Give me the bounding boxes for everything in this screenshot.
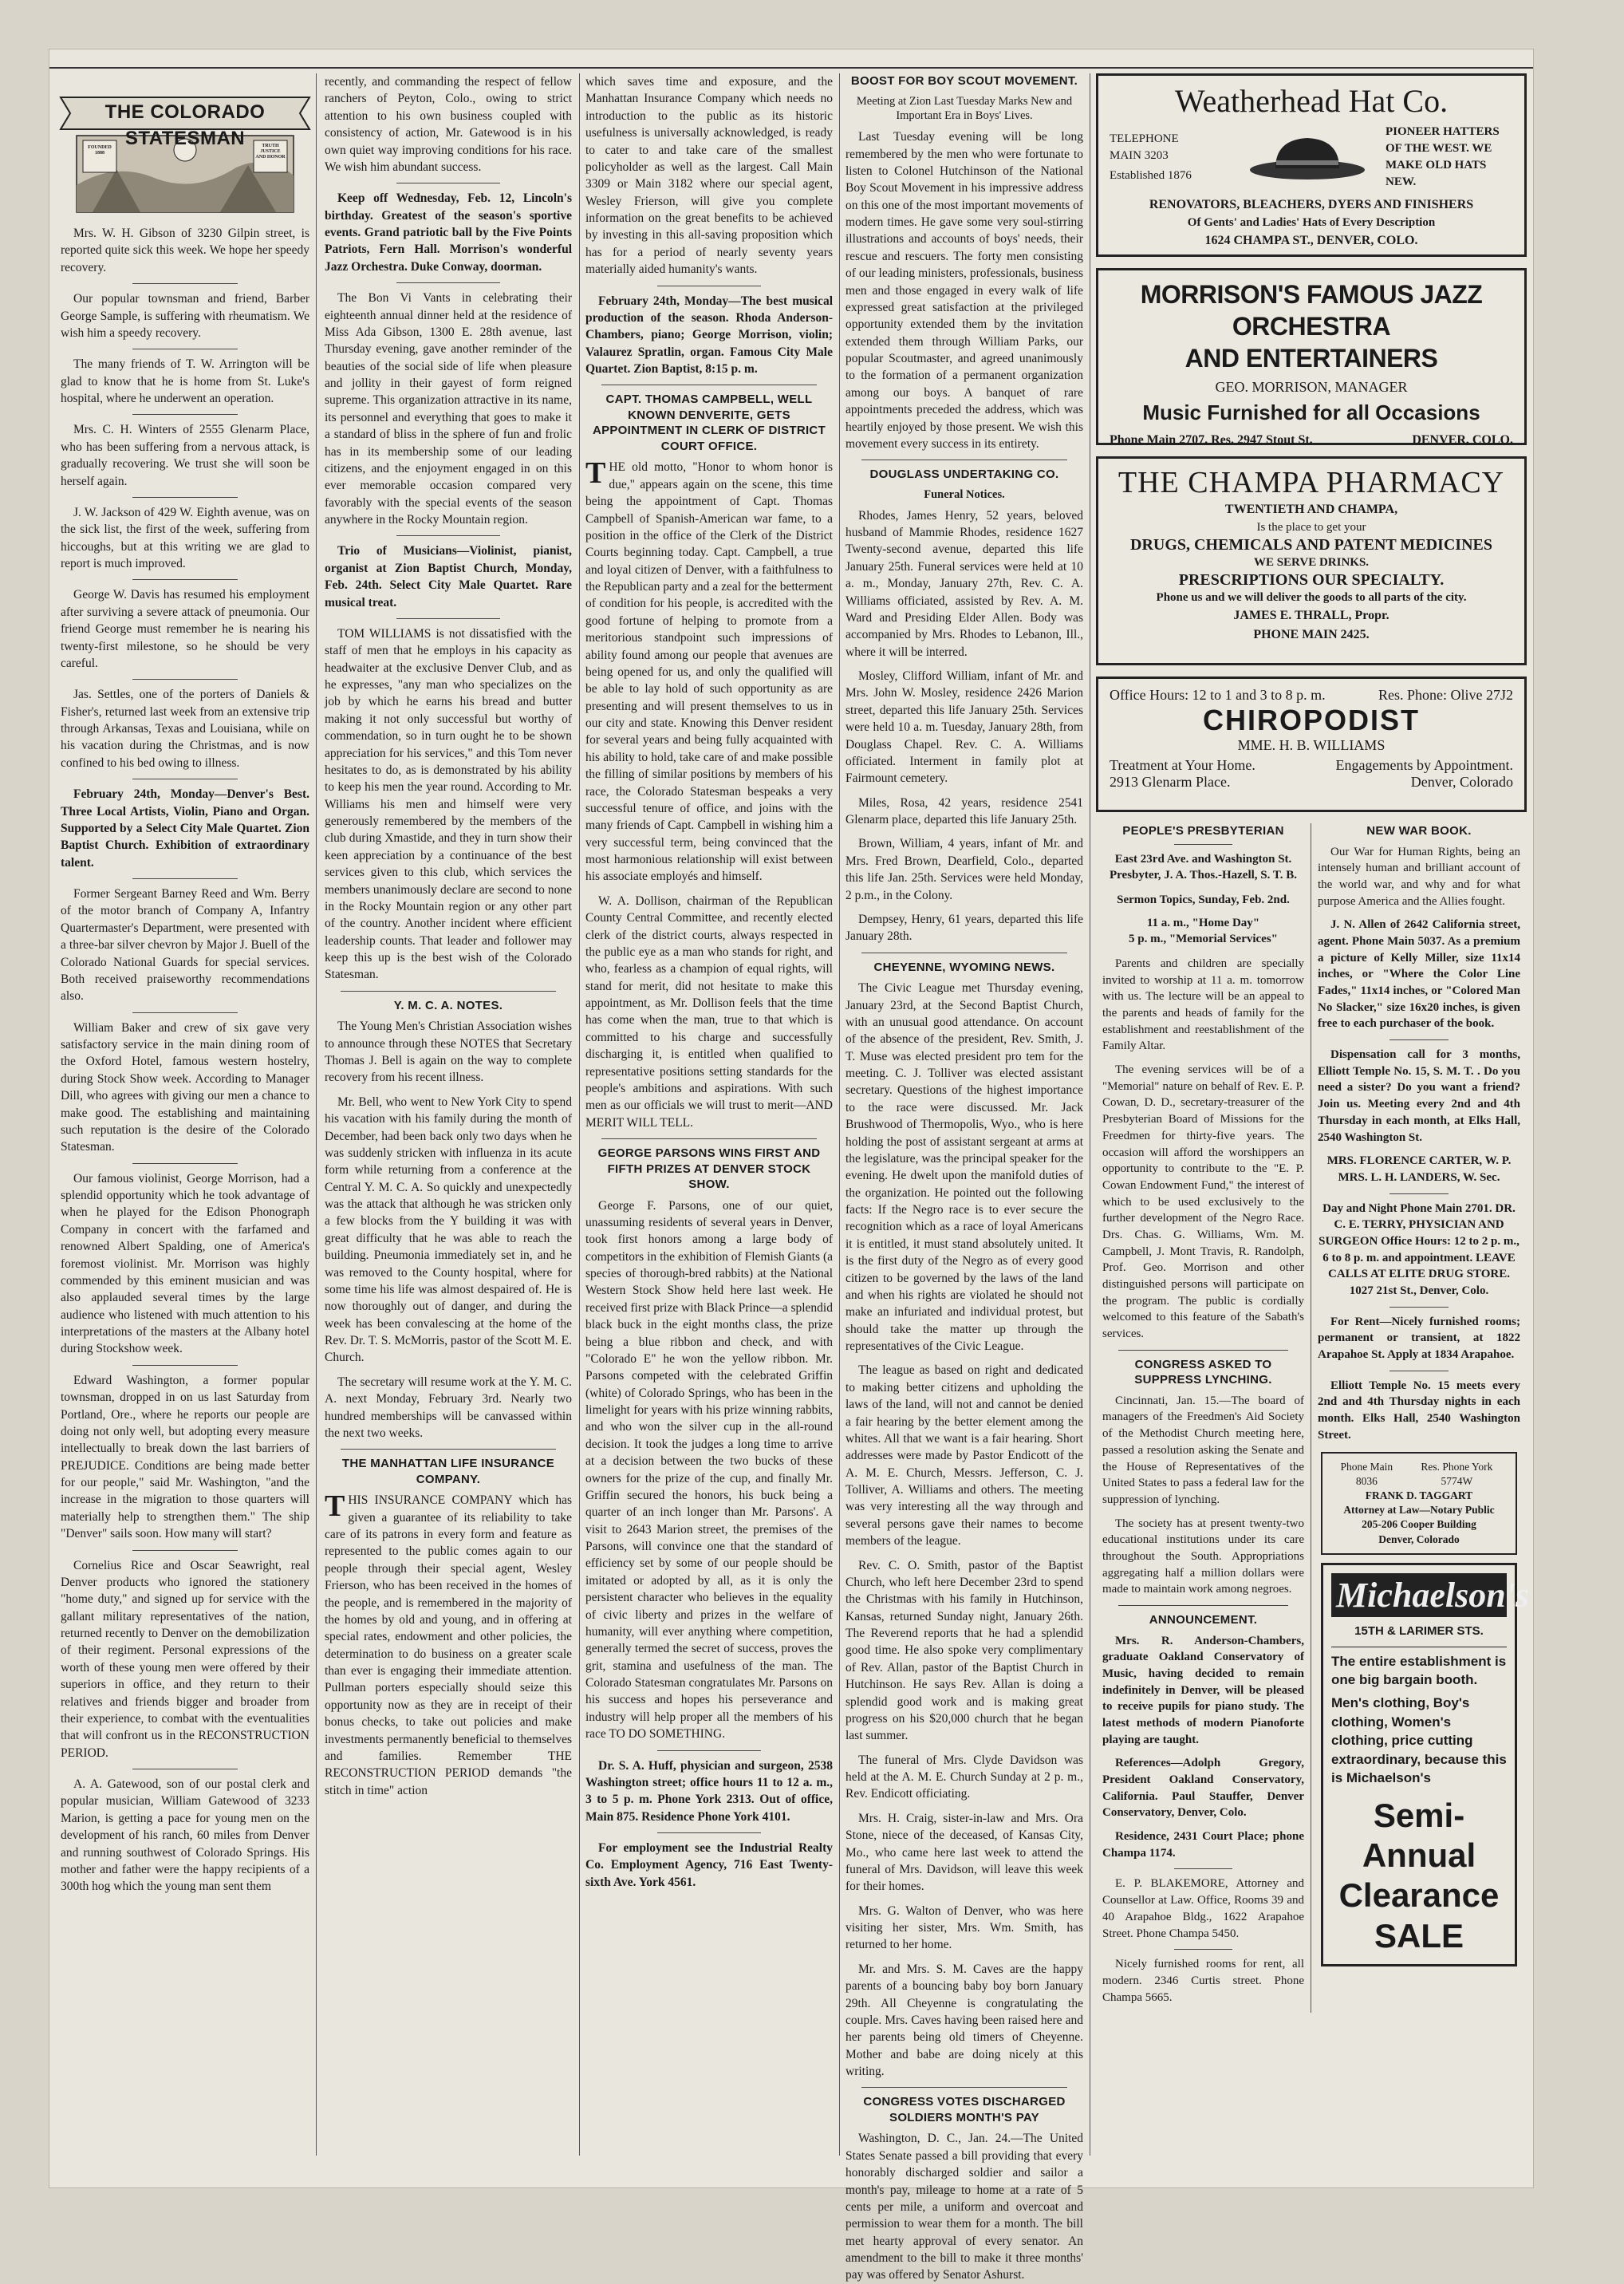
champa-place: Is the place to get your bbox=[1256, 520, 1366, 534]
michaelson-big-2: Clearance bbox=[1338, 1876, 1500, 1915]
column-2 bbox=[325, 73, 572, 2156]
morrison-manager: GEO. MORRISON, MANAGER bbox=[1215, 379, 1408, 395]
temple-officers: MRS. FLORENCE CARTER, W. P. MRS. L. H. LANDERS, W. Sec. bbox=[1326, 1154, 1512, 1184]
news-item: The many friends of T. W. Arrington will be glad to know that he is home from St. Luke's hospital, where he underwent an operation. bbox=[61, 357, 309, 405]
douglass-subheading: Funeral Notices. bbox=[924, 487, 1005, 501]
taggart-phone: Phone Main 8036 bbox=[1340, 1460, 1393, 1487]
column-rule bbox=[839, 73, 840, 2156]
lynching-heading: CONGRESS ASKED TO SUPPRESS LYNCHING. bbox=[1134, 1357, 1272, 1387]
champa-at: TWENTIETH AND CHAMPA, bbox=[1224, 502, 1398, 516]
cheyenne-paragraph: The funeral of Mrs. Clyde Davidson was held at the A. M. E. Church Sunday at 2 p. m., Rev. Endicott officiating. bbox=[846, 1753, 1083, 1801]
news-item: George W. Davis has resumed his employment after surviving a severe attack of pneumonia. Our friend George must remember he is nearing his twenty-first milestone, so he should be very careful. bbox=[61, 588, 309, 670]
temple-meeting-notice: Elliott Temple No. 15 meets every 2nd and 4th Thursday nights in each month. Elks Hall, 2540 Washington Street. bbox=[1318, 1379, 1520, 1442]
divider bbox=[132, 414, 238, 415]
news-item: Mrs. C. H. Winters of 2555 Glenarm Place, who has been suffering from a nervous attack, is gradually recovering. We trust she will soon be herself again. bbox=[61, 423, 309, 488]
lynching-paragraph: The society has at present twenty-two educational institutions under its care throughout the South. Appropriations aggregating half a million dollars were made to maintain work among negroes. bbox=[1102, 1517, 1304, 1596]
cheyenne-paragraph: The Civic League met Thursday evening, January 23rd, at the Second Baptist Church, with an unusual good attendance. On account of the absence of the president, Rev. Smith, J. T. Muse was elected president pro tem for the meeting. C. J. Tolliver was elected assistant secretary. Questions of the highest importance to the race were discussed. Mr. Jack Brushwood of Thermopolis, Wyo., who is here holding the post of assistant sergeant at arms at the legislature, was the principal speaker for the evening. He dwelt upon the manifold duties of the organization. He pointed out the following facts: If the Negro race is to ever secure the recognition which as a race of loyal Americans it is entitled, it must stand absolutely united. It is the first duty of the Negro as of every good citizen to be governed by the laws of the land and when his rights are violated he should not make an infuriated and individual protest, but should take the matter up through the representatives of the Civic League. bbox=[846, 981, 1083, 1354]
cheyenne-paragraph: Mrs. G. Walton of Denver, who was here visiting her sister, Mrs. Wm. Smith, has returned to her home. bbox=[846, 1903, 1083, 1952]
weatherhead-address: 1624 CHAMPA ST., DENVER, COLO. bbox=[1204, 234, 1418, 247]
announcement-paragraph: References—Adolph Gregory, President Oakland Conservatory, California. Paul Stauffer, Denver Conservatory, Denver, Colo. bbox=[1102, 1757, 1304, 1820]
divider bbox=[341, 1449, 556, 1450]
column-1 bbox=[61, 73, 309, 2156]
soldiers-paragraph: Washington, D. C., Jan. 24.—The United States Senate passed a bill providing that every honorably discharged soldier and sailor a month's pay, mileage to home at a rate of 5 cents per mile, a uniform and overcoat and permission to wear them for a month. The bill met hearty approval of every senator. An amendment to the bill to make it three months' pay was offered by Senator Ashurst. bbox=[846, 2132, 1083, 2282]
soldiers-heading: CONGRESS VOTES DISCHARGED SOLDIERS MONTH'S PAY bbox=[863, 2095, 1066, 2124]
divider bbox=[657, 1832, 761, 1833]
divider bbox=[132, 283, 238, 284]
news-item: recently, and commanding the respect of fellow ranchers of Peyton, Colo., owing to strict attention to his own business coupled with consistency of action, Mr. Gatewood is in his own quiet way improving conditions for his race. We wish him abundant success. bbox=[325, 75, 572, 174]
parsons-paragraph: George F. Parsons, one of our quiet, unassuming residents of several years in Denver, took first honors among a large body of competitors in the exhibition of Flemish Giants (a species of thorough-bred rabbits) at the National Western Stock Show held here last week. He received first prize with Black Prince—a splendid black buck in the eight months class, the prize being a blue ribbon and check, and with "Colorado E" he won the yellow ribbon. Mr. Parsons competed with the celebrated Griffin (white) of Colorado Springs, who has been in the limelight for years with his prize winning rabbits, and who won the silver cup in the all-round decision. It took the judges a long time to arrive at a decision between the two bucks of these owners for the prize of the cup, and finally Mr. Griffin secured the honors, his buck being a quarter of an inch longer than Mr. Parsons'. A visit to 2643 Marion street, the premises of the Parsons, will convince one that the standard of efficiency set by some of our people should be imitated or adopted by all, as it is only the persistent character who believes in the equality of civic liberty and prizes in the welfare of humanity, will ever anything where competition, generally termed the secret of success, proves the grit, stamina and usefulness of the man. The Colorado Statesman congratulates Mr. Parsons on his success and hopes his perseverance and industry will help proper all the members of his race TO DO SOMETHING. bbox=[585, 1198, 833, 1742]
news-item: Cornelius Rice and Oscar Seawright, real Denver products who ignored the stationery "home duty," and signed up for service with the gallant military representatives of the nation, returned recently to Denver on the demobilization of their regiment. Personal expressions of the worth of these young men were offered by their superiors in office, and they return to their relatives and friends bigger and broader from their experience, to combat with the eventualities that will confront us in the RECONSTRUCTION PERIOD. bbox=[61, 1558, 309, 1760]
divider bbox=[396, 618, 500, 619]
news-item: TOM WILLIAMS is not dissatisfied with the staff of men that he employs in his capacity as headwaiter at the exclusive Denver Club, and as he expresses, "any man who specializes on the job by which he earns his bread and butter making it not only successful but worthy of commendation, so in turn ought he to be shown appreciation for his services," and this Tom never hesitates to do, as is demonstrated by his ability to keep his men the year round. According to Mr. Williams his men and himself were very generously remembered by the members of the club during Xmastide, and they in turn show their keen appreciation by a continuance of the best services given to this club, which services the members unanimously declare are second to none in the Rocky Mountain region or any other part of the country. Another incident where efficient leadership counts. That leader and follower may keep this up is the best wish of the Colorado Statesman. bbox=[325, 626, 572, 982]
champa-prop: JAMES E. THRALL, Propr. bbox=[1233, 608, 1389, 622]
warbook-column bbox=[1311, 823, 1530, 2013]
divider bbox=[601, 1138, 817, 1139]
news-item: Mrs. W. H. Gibson of 3230 Gilpin street, is reported quite sick this week. We hope her speedy recovery. bbox=[61, 227, 309, 274]
michaelson-ad bbox=[1321, 1563, 1530, 1966]
michaelson-big-3: SALE bbox=[1374, 1916, 1464, 1955]
divider bbox=[132, 1163, 238, 1164]
warbook-heading: NEW WAR BOOK. bbox=[1366, 824, 1472, 838]
taggart-name: FRANK D. TAGGART bbox=[1365, 1489, 1473, 1501]
divider bbox=[1389, 1039, 1449, 1040]
parsons-heading: GEORGE PARSONS WINS FIRST AND FIFTH PRIZES AT DENVER STOCK SHOW. bbox=[597, 1146, 821, 1191]
funeral-notice: Mosley, Clifford William, infant of Mr. and Mrs. John W. Mosley, residence 2426 Marion street, departed this life January 25th. Services were held 10 a. m. Tuesday, January 28th, from Douglass Chapel. Rev. C. A. Williams officiated. Interment in family plot at Fairmount cemetery. bbox=[846, 669, 1083, 786]
morrison-phone: Phone Main 2707. Res. 2947 Stout St. bbox=[1110, 433, 1313, 447]
champa-deliver: Phone us and we will deliver the goods to all parts of the city. bbox=[1156, 590, 1467, 604]
presbyterian-topics: Sermon Topics, Sunday, Feb. 2nd. bbox=[1117, 893, 1290, 906]
michaelson-big-1: Semi-Annual bbox=[1362, 1796, 1476, 1875]
manhattan-paragraph: THIS INSURANCE COMPANY which has given a guarantee of its reliability to take care of its patrons in every form and feature as represented to the public comes again to our people through their special agent, Wesley Frierson, who has been received in the homes of the people, and is remembered in the majority of the homes by old and young, and in offering at special rates, endowment and other policies, the determination to do business on a greater scale than ever is engaging their immediate attention. Pullman porters especially should seize this opportunity now as they are in receipt of their bonus checks, to take out policies and make investments permanently beneficial to themselves and families. Remember THE RECONSTRUCTION PERIOD demands "the stitch in time" action bbox=[325, 1489, 572, 1797]
funeral-notice: Rhodes, James Henry, 52 years, beloved husband of Mammie Rhodes, residence 1627 Twenty-second avenue, departed this life January 25th. Funeral services were held at 10 a. m., Monday, January 27th, Rev. C. A. Williams officiated, assisted by Rev. A. M. Ward and Presiding Elder Allen. Body was accompanied by Mrs. Rhodes to Lebanon, Ill., where it will be interred. bbox=[846, 508, 1083, 659]
column-4 bbox=[846, 73, 1083, 2282]
divider bbox=[657, 1750, 761, 1751]
terry-notice: Day and Night Phone Main 2701. DR. C. E. TERRY, PHYSICIAN AND SURGEON Office Hours: 12 to 2 p. m., 6 to 8 p. m. and appointment. LEAVE CALLS AT ELITE DRUG STORE. 1027 21st St., Denver, Colo. bbox=[1319, 1201, 1520, 1297]
masthead-title: THE COLORADO STATESMAN bbox=[104, 101, 266, 150]
news-item: Edward Washington, a former popular townsman, dropped in on us last Saturday from Portland, Ore., where he reports our people are doing not only well, but adopting every measure intellectually to break down the last barriers of PREJUDICE. Conditions are being made better for our people," said Mr. Washington, "and the increase in the migration to those quarters will materially help to strengthen them." The ship "Denver" sails soon. How many will start? bbox=[61, 1373, 309, 1541]
weatherhead-ad bbox=[1096, 73, 1527, 257]
divider bbox=[1389, 1193, 1449, 1194]
cheyenne-paragraph: The league as based on right and dedicated to making better citizens and upholding the laws of the land, will not and cannot be denied a fair hearing by the better element among the whites. All that we want is a fair hearing. Short addresses were made by Pastor Endicott of the A. M. E. Church, Messrs. Jefferson, C. J. Tolliver, A. Williams and others. The meeting was very interesting all the way through and several persons gave their names to become members of the league. bbox=[846, 1363, 1083, 1548]
taggart-building: 205-206 Cooper Building bbox=[1362, 1518, 1476, 1531]
funeral-notice: Dempsey, Henry, 61 years, departed this life January 28th. bbox=[846, 912, 1083, 944]
chiropodist-treat: Treatment at Your Home. bbox=[1110, 757, 1255, 773]
news-item: Former Sergeant Barney Reed and Wm. Berry of the motor branch of Company A, Infantry Quartermaster's Department, were presented with a three-bar silver chevron by Major J. Buell of the Colorado National Guards for special services. Both received praiseworthy recommendations also. bbox=[61, 887, 309, 1004]
news-item: Our popular townsman and friend, Barber George Sample, is suffering with rheumatism. We wish him a speedy recovery. bbox=[61, 292, 309, 340]
presbyterian-heading: PEOPLE'S PRESBYTERIAN bbox=[1122, 824, 1284, 838]
weatherhead-name: Weatherhead Hat Co. bbox=[1174, 83, 1449, 119]
column-3 bbox=[585, 73, 833, 2156]
divider bbox=[341, 991, 556, 992]
divider bbox=[132, 1012, 238, 1013]
divider bbox=[1389, 1307, 1449, 1308]
ymca-paragraph: The Young Men's Christian Association wishes to announce through these NOTES that Secretary Thomas J. Bell is again on the way to complete recovery from his recent illness. bbox=[325, 1020, 572, 1085]
divider bbox=[396, 282, 500, 283]
michaelson-logo: Michaelson's bbox=[1331, 1573, 1507, 1617]
warbook-paragraph: J. N. Allen of 2642 California street, agent. Phone Main 5037. As a premium a picture of Kelly Miller, size 11x14 inches, or "Where the Color Line Fades," 11x14 inches, or "Colored Man No Slacker," size 16x20 inches, is given free to each purchaser of the book. bbox=[1318, 918, 1520, 1031]
weatherhead-established: Established 1876 bbox=[1110, 168, 1192, 182]
champa-specialty: PRESCRIPTIONS OUR SPECIALTY. bbox=[1178, 570, 1445, 589]
chiropodist-engage: Engagements by Appointment. bbox=[1335, 757, 1513, 773]
top-rule bbox=[49, 67, 1533, 69]
divider bbox=[1118, 1605, 1288, 1606]
presbyterian-evening: 5 p. m., "Memorial Services" bbox=[1128, 933, 1279, 946]
scout-heading: BOOST FOR BOY SCOUT MOVEMENT. bbox=[850, 74, 1078, 88]
ads-column bbox=[1096, 73, 1530, 2013]
champa-phone: PHONE MAIN 2425. bbox=[1253, 627, 1370, 641]
masthead-right-badge: TRUTH JUSTICE AND HONOR bbox=[255, 144, 286, 160]
cheyenne-heading: CHEYENNE, WYOMING NEWS. bbox=[873, 960, 1055, 974]
divider bbox=[1174, 844, 1232, 845]
temple-notice: Dispensation call for 3 months, Elliott Temple No. 15, S. M. T. . Do you need a sister? Do you want a friend? Join us. Meeting every 2nd and 4th Thursday in each month, at Elks Hall, 2540 Washington St. bbox=[1318, 1048, 1520, 1144]
presbyterian-paragraph: Parents and children are specially invited to worship at 11 a. m. tomorrow with us. The lecture will be an appeal to the parents and heads of family for the establishment and reestablishment of the Family Altar. bbox=[1102, 957, 1304, 1053]
douglass-heading: DOUGLASS UNDERTAKING CO. bbox=[869, 467, 1059, 482]
divider bbox=[132, 497, 238, 498]
chiropodist-hours: Office Hours: 12 to 1 and 3 to 8 p. m. bbox=[1110, 687, 1326, 703]
news-item: Our famous violinist, George Morrison, had a splendid opportunity which he took advantage of when he played for the Edison Phonograph Company in concert with the farfamed and renowned Albert Spalding, one of America's foremost violinist. Mr. Morrison was highly commended by this eminent musician and was also applauded several times by the large audience who listened with much attention to his interpretations of the masters at the Albany hotel during Stockshow week. bbox=[61, 1171, 309, 1356]
cheyenne-paragraph: Rev. C. O. Smith, pastor of the Baptist Church, who left here December 23rd to spend the Christmas with his family in Hutchinson, Kansas, returned Sunday night, January 26th. The Reverend reports that he had a splendid good time. He also spoke very complimentary of Rev. Allan, pastor of the Baptist Church in Hutchinson. He says Rev. Allan is doing a splendid good work and is making great progress on his $20,000 church that he began last summer. bbox=[846, 1558, 1083, 1743]
trio-notice: Trio of Musicians—Violinist, pianist, organist at Zion Baptist Church, Monday, Feb. 24th. Select City Male Quartet. Rare musical treat. bbox=[325, 544, 572, 609]
news-item: A. A. Gatewood, son of our postal clerk and popular musician, William Gatewood of 3233 Marion, is getting a pace for young men on the development of his ranch, 60 miles from Denver and running southwest of Colorado Springs. His mother and father were the happy recipients of a 300th hog which the young man sent them bbox=[61, 1777, 309, 1894]
michaelson-text-2: Men's clothing, Boy's clothing, Women's clothing, price cutting extraordinary, because this is Michaelson's bbox=[1331, 1695, 1507, 1786]
divider bbox=[132, 878, 238, 879]
weatherhead-telephone-label: TELEPHONE bbox=[1110, 132, 1179, 145]
champa-drinks: WE SERVE DRINKS. bbox=[1253, 555, 1370, 569]
campbell-heading: CAPT. THOMAS CAMPBELL, WELL KNOWN DENVERITE, GETS APPOINTMENT IN CLERK OF DISTRICT COURT OFFICE. bbox=[592, 393, 826, 453]
divider bbox=[396, 535, 500, 536]
weatherhead-services: RENOVATORS, BLEACHERS, DYERS AND FINISHERS bbox=[1149, 198, 1474, 211]
concert-notice: February 24th, Monday—Denver's Best. Three Local Artists, Violin, Piano and Organ. Supported by a Select City Male Quartet. Zion Baptist Church. Exhibition of extraordinary talent. bbox=[61, 787, 309, 870]
cheyenne-paragraph: Mrs. H. Craig, sister-in-law and Mrs. Ora Stone, niece of the deceased, of Kansas City, Mo., who came here last week to attend the funeral of Mrs. Davidson, will leave this week for their homes. bbox=[846, 1811, 1083, 1894]
divider bbox=[132, 1550, 238, 1551]
column-rule bbox=[579, 73, 580, 2156]
chiropodist-address: 2913 Glenarm Place. bbox=[1110, 774, 1231, 790]
taggart-res-phone: Res. Phone York 5774W bbox=[1421, 1460, 1493, 1487]
chiropodist-city: Denver, Colorado bbox=[1410, 774, 1513, 790]
chiropodist-title: CHIROPODIST bbox=[1202, 704, 1420, 736]
cheyenne-paragraph: Mr. and Mrs. S. M. Caves are the happy parents of a bouncing baby boy born January 29th. All Cheyenne is congratulating the couple. Mrs. Caves having been raised here and her parents being old timers of Cheyenne. Mother and babe are doing nicely at this writing. bbox=[846, 1962, 1083, 2079]
masthead-left-badge: FOUNDED 1888 bbox=[88, 145, 112, 156]
taggart-title: Attorney at Law—Notary Public bbox=[1343, 1504, 1495, 1517]
scout-paragraph: Last Tuesday evening will be long remembered by the men who were fortunate to listen to Colonel Hutchinson of the National Boy Scout Movement in his impressive address on this one of the most important movements of modern times. He gave some very soul-stirring illustrations and accounts of boys' needs, their rescue and rescuers. The forty men consisting of our leading ministers, professionals, business men and those engaged in every walk of life expressed great satisfaction at the privileged opportunity extended them by the invitation extended them through William Parks, our popular Scoutmaster, and agreed unanimously to the formation of a permanent organization among our boys. A banquet of rare appointments preceded the address, which was heartily enjoyed by those present. We wish this movement every success in its entirety. bbox=[846, 130, 1083, 451]
morrison-name-2: AND ENTERTAINERS bbox=[1184, 344, 1438, 373]
campbell-paragraph: THE old motto, "Honor to whom honor is due," appears again on the scene, this time being the appointment of Capt. Thomas Campbell of Spanish-American war fame, to a position in the office of the Clerk of the District Courts beginning today. Capt. Campbell, a true and loyal citizen of Denver, with a faithfulness to the Republican party and a zeal for the betterment of condition for his people, is accredited with the good fortune of helping to promote from a meritorious standpoint such impressions of ability found among our people that avenues are being opened for us, and only the qualified will be able to lay hold of such opportunity as are presenting and will present themselves to us in our city and state. Knowing this Denver resident for several years and being fully acquainted with his ability to hold, take care of and make possible the filling of similar positions by members of his race, the Colorado Statesman bespeaks a very successful tenure of office, and joins with the many friends of Capt. Campbell in wishing him a very successful term, being convinced that the most harmonious relationship will exist between his associate employés and himself. bbox=[585, 456, 833, 884]
champa-ad bbox=[1096, 456, 1527, 665]
presbyterian-paragraph: The evening services will be of a "Memorial" nature on behalf of Rev. E. P. Cowan, D. D., secretary-treasurer of the Presbyterian Board of Missions for the Freedmen for thirty-five years. The occasion will afford the worshippers an opportunity to contribute to the "E. P. Cowan Endowment Fund," the interest of which to be used exclusively to the further development of the Negro Race. Drs. Chas. G. Williams, Wm. M. Campbell, J. Mont Travis, R. Randolph, Prof. Geo. Morrison and other distinguished persons will participate on the program. The public is cordially welcomed to this feature of the Sabath's services. bbox=[1102, 1063, 1304, 1341]
bottom-right-columns bbox=[1096, 823, 1530, 2013]
rent-notice: For Rent—Nicely furnished rooms; permanent or transient, at 1822 Arapahoe St. Apply at 1834 Arapahoe. bbox=[1318, 1315, 1520, 1362]
divider bbox=[132, 579, 238, 580]
michaelson-address: 15TH & LARIMER STS. bbox=[1354, 1623, 1484, 1638]
chiropodist-res: Res. Phone: Olive 27J2 bbox=[1378, 687, 1513, 703]
morrison-tagline: Music Furnished for all Occasions bbox=[1142, 400, 1480, 424]
lynching-paragraph: Cincinnati, Jan. 15.—The board of managers of the Freedmen's Aid Society of the Methodist Church meeting here, passed a resolution asking the Senate and the House of Representatives of the United States to pass a federal law for the suppression of lynching. bbox=[1102, 1394, 1304, 1506]
presbyterian-morning: 11 a. m., "Home Day" bbox=[1146, 916, 1260, 929]
weatherhead-phone: MAIN 3203 bbox=[1110, 148, 1169, 162]
attorney-notice: E. P. BLAKEMORE, Attorney and Counsellor at Law. Office, Rooms 39 and 40 Arapahoe Bldg., 1622 Arapahoe Street. Phone Champa 5450. bbox=[1102, 1877, 1304, 1940]
champa-drugs: DRUGS, CHEMICALS AND PATENT MEDICINES bbox=[1130, 535, 1492, 554]
news-item: Jas. Settles, one of the porters of Daniels & Fisher's, returned last week from an extensive trip through Arkansas, Texas and Louisiana, while on his vacation during the Christmas, and is now confined to his bed owing to illness. bbox=[61, 688, 309, 770]
divider bbox=[1174, 1949, 1232, 1950]
taggart-ad bbox=[1321, 1452, 1517, 1555]
ymca-heading: Y. M. C. A. NOTES. bbox=[393, 998, 503, 1012]
morrison-ad bbox=[1096, 268, 1527, 445]
manhattan-heading: THE MANHATTAN LIFE INSURANCE COMPANY. bbox=[341, 1457, 555, 1486]
physician-notice: Dr. S. A. Huff, physician and surgeon, 2538 Washington street; office hours 11 to 12 a. m., 3 to 5 p. m. Phone York 2313. Out of office, Main 875. Residence Phone York 4101. bbox=[585, 1758, 833, 1824]
presbyterian-address: East 23rd Ave. and Washington St. Presbyter, J. A. Thos.-Hazell, S. T. B. bbox=[1109, 852, 1298, 882]
divider bbox=[132, 1365, 238, 1366]
rooms-notice: Nicely furnished rooms for rent, all modern. 2346 Curtis street. Phone Champa 5665. bbox=[1102, 1958, 1304, 2004]
scout-subheading: Meeting at Zion Last Tuesday Marks New and Important Era in Boys' Lives. bbox=[856, 94, 1073, 123]
hat-icon bbox=[1248, 132, 1367, 183]
divider bbox=[861, 2087, 1067, 2088]
column-rule bbox=[316, 73, 317, 2156]
champa-name: THE CHAMPA PHARMACY bbox=[1117, 466, 1505, 499]
ymca-paragraph: The secretary will resume work at the Y. M. C. A. next Monday, February 3rd. Nearly two hundred memberships will be canvassed within the next two weeks. bbox=[325, 1375, 572, 1440]
news-item: J. W. Jackson of 429 W. Eighth avenue, was on the sick list, the first of the week, suffering from hiccoughs, but at this writing we are glad to report is much improved. bbox=[61, 505, 309, 570]
news-item: which saves time and exposure, and the Manhattan Insurance Company which needs no introduction to the public as its historic usefulness is universally acknowledged, is ready to cater to and take care of the smallest policyholder as well as the largest. Call Main 3309 or Main 3182 where our special agent, Wesley Frierson, will give you complete information on the great benefits to be achieved by investing in this all-saving proposition which has for a period of nearly seventy years materially aided humanity's wants. bbox=[585, 75, 833, 277]
chiropodist-ad bbox=[1096, 677, 1527, 812]
taggart-city: Denver, Colorado bbox=[1378, 1533, 1460, 1545]
news-item: William Baker and crew of six gave very satisfactory service in the main dining room of the Oxford Hotel, famous western hostelry, during Stock Show week. According to Manager Dill, who agrees with giving our men a chance to make good. The establishing and maintaining such reputation is the desire of the Colorado Statesman. bbox=[61, 1020, 309, 1154]
weatherhead-of: Of Gents' and Ladies' Hats of Every Description bbox=[1187, 216, 1436, 229]
ball-notice: Keep off Wednesday, Feb. 12, Lincoln's birthday. Greatest of the season's sportive events. Grand patriotic ball by the Five Points Patriots, Fern Hall. Morrison's wonderful Jazz Orchestra. Duke Conway, doorman. bbox=[325, 191, 572, 274]
concert-notice: February 24th, Monday—The best musical production of the season. Rhoda Anderson-Chambers, piano; George Morrison, violin; Valaurez Spratlin, organ. Famous City Male Quartet. Zion Baptist, 8:15 p. m. bbox=[585, 294, 833, 376]
campbell-paragraph: W. A. Dollison, chairman of the Republican County Central Committee, and recently elected clerk of the district courts, always respected in the public eye as a man who stands for right, and who, fearless as a champion of equal rights, will stand for merit, did not hesitate to make this appointment, as Mr. Dollison feels that the time has come when the man, true to that which is committed to his charge and successfully discharging it, is entitled when qualified to representative positions setting standards for the people's ambitions and aspirations. With such men as our officials we will trust to merit—AND MERIT WILL TELL. bbox=[585, 893, 833, 1130]
news-item: The Bon Vi Vants in celebrating their eighteenth annual dinner held at the residence of Miss Ada Gibson, 1300 E. 28th avenue, last Thursday evening, gave another reminder of the beauties of the social side of life when pleasure and jollity in their gayest of form reigned supreme. This organization attractive in its name, its personnel and everything that goes to make it a standard of bliss in the sphere of fun and frolic has in its membership some of our leading citizens, and the enjoyment engaged in on this ever memorable occasion compared very favorably with the special events of the season anywhere in the Rocky Mountain region. bbox=[325, 291, 572, 527]
weatherhead-pioneer: PIONEER HATTERS OF THE WEST. WE MAKE OLD HATS NEW. bbox=[1386, 125, 1500, 188]
morrison-name-1: MORRISON'S FAMOUS JAZZ ORCHESTRA bbox=[1140, 280, 1483, 341]
announcement-heading: ANNOUNCEMENT. bbox=[1149, 1613, 1258, 1627]
employment-notice: For employment see the Industrial Realty Co. Employment Agency, 716 East Twenty-sixth Ave. York 4561. bbox=[585, 1841, 833, 1889]
divider bbox=[132, 679, 238, 680]
funeral-notice: Brown, William, 4 years, infant of Mr. and Mrs. Fred Brown, Dearfield, Colo., departed this life Jan. 25th. Services were held Monday, 2 p.m., in the Colony. bbox=[846, 837, 1083, 902]
announcement-paragraph: Mrs. R. Anderson-Chambers, graduate Oakland Conservatory of Music, having decided to remain indefinitely in Denver, will be pleased to receive pupils for piano study. The latest methods of modern Pianoforte playing are taught. bbox=[1102, 1634, 1304, 1746]
masthead bbox=[61, 73, 309, 217]
announcement-paragraph: Residence, 2431 Court Place; phone Champa 1174. bbox=[1102, 1830, 1304, 1860]
funeral-notice: Miles, Rosa, 42 years, residence 2541 Glenarm place, departed this life January 25th. bbox=[846, 795, 1083, 827]
ymca-paragraph: Mr. Bell, who went to New York City to spend his vacation with his family during the month of December, had been back only two days when he was suddenly stricken with influenza in its acute form while returning from a conference at the Central Y. M. C. A. So quickly and unexpectedly was the attack that although he was stricken only a few blocks from the Y building it was with great difficulty that he was able to reach the building. Pneumonia immediately set in, and he was removed to the County hospital, where for some time his life was almost despaired of. He is now thoroughly out of danger, and during the week has been convalescing at the home of the Rev. Dr. T. S. McMorris, pastor of the Scott M. E. Church. bbox=[325, 1095, 572, 1365]
warbook-paragraph: Our War for Human Rights, being an intensely human and brilliant account of the world war, and why and for what purpose America and the Allies fought. bbox=[1318, 845, 1520, 908]
presbyterian-column bbox=[1096, 823, 1311, 2013]
chiropodist-name: MME. H. B. WILLIAMS bbox=[1237, 737, 1386, 753]
newspaper-page bbox=[49, 49, 1533, 2282]
morrison-city: DENVER, COLO. bbox=[1412, 433, 1513, 447]
divider bbox=[1174, 1868, 1232, 1869]
divider bbox=[1118, 1350, 1288, 1351]
michaelson-text-1: The entire establishment is one big bargain booth. bbox=[1331, 1653, 1507, 1687]
